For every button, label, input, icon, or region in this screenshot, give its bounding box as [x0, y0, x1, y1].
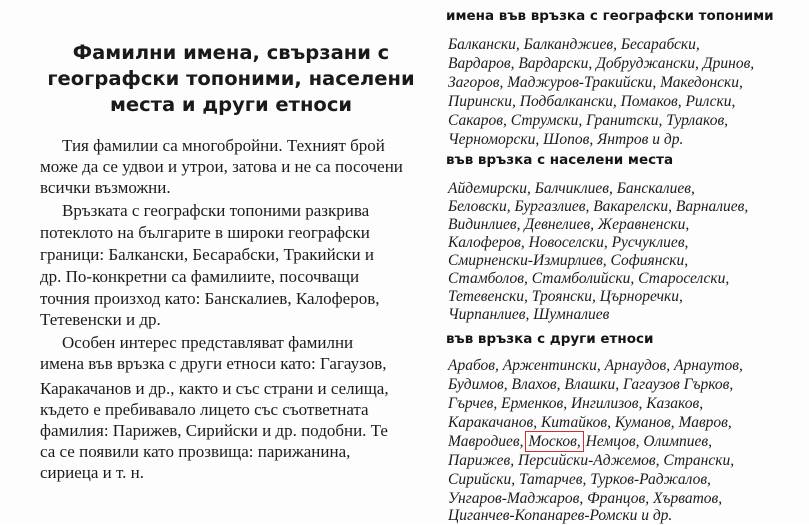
name-line: Унгаров-Маджаров, Францов, Хърватов,	[448, 490, 723, 507]
name-line: Балкански, Балканджиев, Бесарабски,	[448, 36, 700, 53]
body-line: са се появили като прозвища: парижанина,	[40, 442, 351, 461]
body-line: Тетевенски и др.	[40, 310, 161, 329]
name-line: Каракачанов, Китайков, Куманов, Мавров,	[448, 414, 732, 431]
title-line: Фамилни имена, свързани с	[72, 41, 390, 64]
name-line: Гърчев, Ерменков, Ингилизов, Казаков,	[448, 395, 704, 412]
body-line: Особен интерес представляват фамилни	[62, 333, 354, 352]
name-line: Тетевенски, Троянски, Църноречки,	[448, 288, 683, 305]
body-line: Връзката с географски топоними разкрива	[62, 201, 370, 220]
section-heading: имена във връзка с географски топоними	[446, 8, 774, 24]
name-line: Загоров, Маджуров-Тракийски, Македонски,	[448, 74, 743, 91]
section-heading: във връзка с други етноси	[446, 331, 654, 347]
body-line: потеклото на българите в широки географски	[40, 223, 370, 242]
name-line: Парижев, Персийски-Аджемов, Странски,	[448, 452, 735, 469]
name-text: Мавродиев,	[448, 433, 528, 450]
body-line: където е пребивавало лицето със съответната	[40, 400, 369, 419]
name-line: Пирински, Подбалкански, Помаков, Рилски,	[448, 93, 736, 110]
name-line: Видинлиев, Девнелиев, Жеравненски,	[448, 216, 690, 233]
section-heading: във връзка с населени места	[446, 152, 674, 168]
body-line: точния произход като: Банскалиев, Калоферов,	[40, 289, 380, 308]
name-line: Сирийски, Татарчев, Турков-Раджалов,	[448, 471, 711, 488]
name-line: Смирненски-Измирлиев, Софиянски,	[448, 252, 689, 269]
title-line: места и други етноси	[109, 93, 353, 116]
name-line: Чирпанлиев, Шумналиев	[448, 306, 610, 323]
name-line: Беловски, Бургазлиев, Вакарелски, Варналиев,	[448, 198, 749, 215]
name-line: Сакаров, Струмски, Гранитски, Турлаков,	[448, 112, 729, 129]
name-text: Немцов, Олимпиев,	[581, 433, 712, 450]
name-line: Айдемирски, Балчиклиев, Банскалиев,	[448, 180, 695, 197]
name-line: Вардаров, Вардарски, Добруджански, Дринов,	[448, 55, 755, 72]
body-line: сириеца и т. н.	[40, 463, 145, 482]
body-line: всички възможни.	[40, 178, 171, 197]
body-line: Каракачанов и др., както и със страни и селища,	[40, 379, 389, 398]
page-title	[40, 40, 422, 118]
body-line: фамилия: Парижев, Сирийски и др. подобни. Те	[40, 421, 388, 440]
name-line: Стамболов, Стамболийски, Староселски,	[448, 270, 730, 287]
name-line: Арабов, Аржентински, Арнаудов, Арнаутов,	[448, 357, 743, 374]
highlighted-name: Москов,	[528, 433, 581, 450]
name-line: Будимов, Влахов, Влашки, Гагаузов Гърков,	[448, 376, 734, 393]
body-line: Тия фамилии са многобройни. Техният брой	[62, 136, 385, 155]
body-line: имена във връзка с други етноси като: Гагаузов,	[40, 354, 387, 373]
title-line: географски топоними, населени	[47, 67, 415, 90]
body-line: може да се удвои и утрои, затова и не са посочени	[40, 157, 403, 176]
name-line: Черноморски, Шопов, Янтров и др.	[448, 131, 684, 148]
name-line: Калоферов, Новоселски, Русчуклиев,	[448, 234, 689, 251]
body-line: др. По-конкретни са фамилиите, посочващи	[40, 267, 360, 286]
body-line: граници: Балкански, Бесарабски, Тракийски и	[40, 245, 374, 264]
name-line: Циганчев-Копанарев-Ромски и др.	[448, 507, 673, 524]
name-line-highlighted	[448, 433, 712, 451]
